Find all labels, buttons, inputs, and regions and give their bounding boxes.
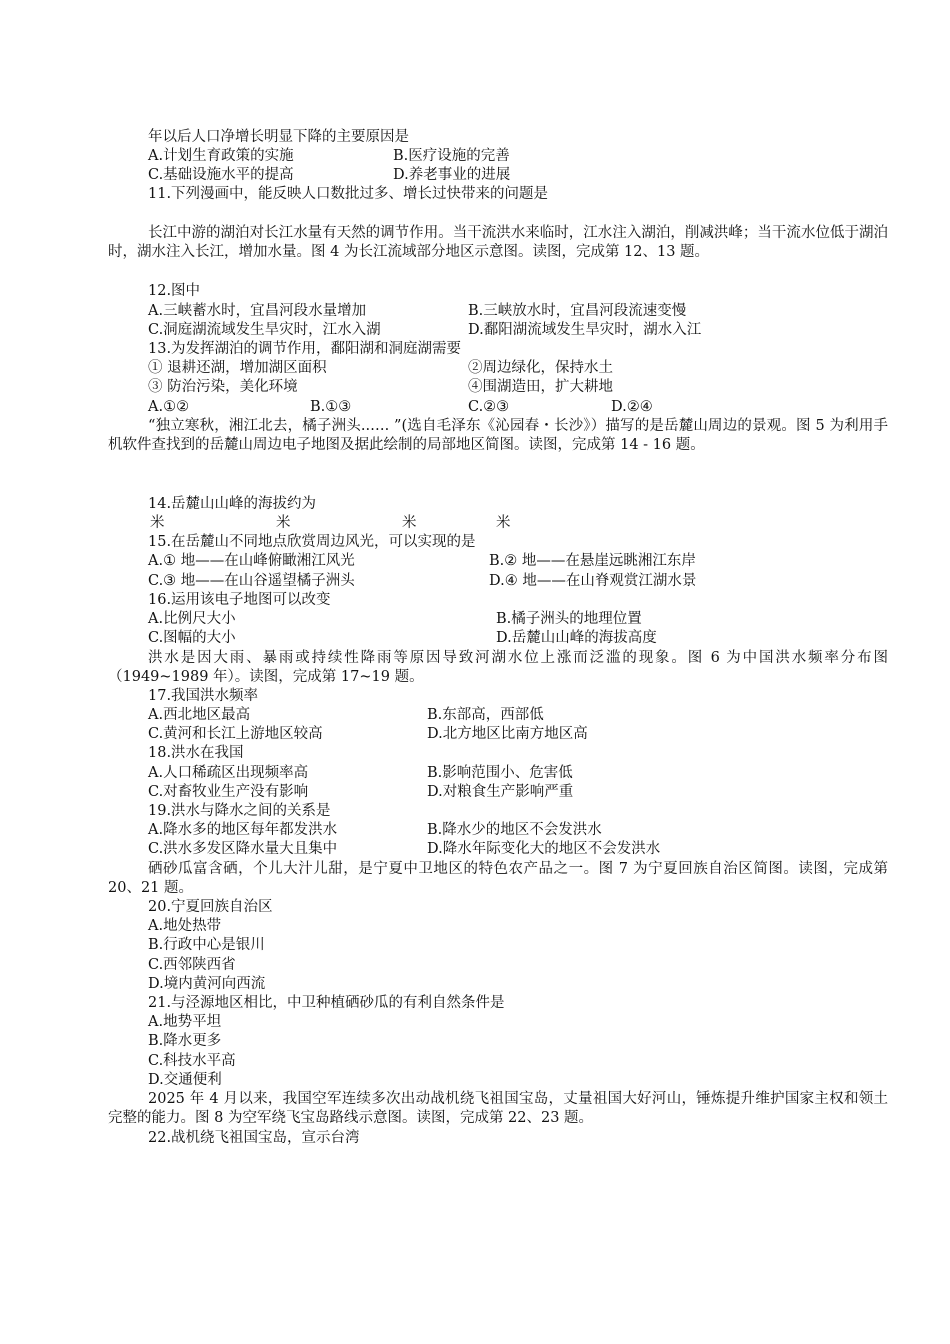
q21-stem: 21.与泾源地区相比，中卫种植硒砂瓜的有利自然条件是 — [148, 995, 505, 1011]
q16-option-b: B.橘子洲头的地理位置 — [496, 611, 642, 627]
q13-option-a: A.①② — [148, 399, 190, 415]
q20-stem: 20.宁夏回族自治区 — [148, 899, 273, 915]
passage-12-13: 长江中游的湖泊对长江水量有天然的调节作用。当干流洪水来临时，江水注入湖泊，削减洪峰；当干流水位低于湖泊时，湖水注入长江，增加水量。图 4 为长江流域部分地区示意图。读图，完成第 12、13 题。 — [108, 225, 888, 260]
q11-stem: 11.下列漫画中，能反映人口数批过多、增长过快带来的问题是 — [148, 186, 549, 202]
q15-stem: 15.在岳麓山不同地点欣赏周边风光，可以实现的是 — [148, 534, 476, 550]
q13-item-1: ① 退耕还湖，增加湖区面积 — [148, 360, 327, 376]
q16-option-a: A.比例尺大小 — [148, 611, 236, 627]
q18-option-c: C.对畜牧业生产没有影响 — [148, 784, 309, 800]
q13-option-d: D.②④ — [611, 399, 653, 415]
q10-option-b: B.医疗设施的完善 — [393, 148, 510, 164]
q14-option-c: 米 — [402, 515, 417, 531]
q19-option-a: A.降水多的地区每年都发洪水 — [148, 822, 338, 838]
q19-option-b: B.降水少的地区不会发洪水 — [427, 822, 602, 838]
q21-option-b: B.降水更多 — [148, 1033, 222, 1049]
q19-option-c: C.洪水多发区降水量大且集中 — [148, 841, 338, 857]
q21-option-a: A.地势平坦 — [148, 1014, 222, 1030]
q12-option-a: A.三峡蓄水时，宜昌河段水量增加 — [148, 303, 367, 319]
q13-stem: 13.为发挥湖泊的调节作用，鄱阳湖和洞庭湖需要 — [148, 341, 462, 357]
q12-stem: 12.图中 — [148, 283, 201, 299]
q13-item-4: ④围湖造田，扩大耕地 — [468, 379, 613, 395]
q15-option-c: C.③ 地——在山谷遥望橘子洲头 — [148, 573, 355, 589]
q21-option-d: D.交通便利 — [148, 1072, 222, 1088]
q16-option-c: C.图幅的大小 — [148, 630, 236, 646]
q13-item-2: ②周边绿化，保持水土 — [468, 360, 613, 376]
q18-option-d: D.对粮食生产影响严重 — [427, 784, 574, 800]
q14-stem: 14.岳麓山山峰的海拔约为 — [148, 496, 317, 512]
q20-option-d: D.境内黄河向西流 — [148, 976, 266, 992]
q18-stem: 18.洪水在我国 — [148, 745, 244, 761]
q15-option-a: A.① 地——在山峰俯瞰湘江风光 — [148, 553, 355, 569]
q13-item-3: ③ 防治污染，美化环境 — [148, 379, 298, 395]
q13-option-c: C.②③ — [468, 399, 510, 415]
q12-option-b: B.三峡放水时，宜昌河段流速变慢 — [468, 303, 687, 319]
q18-option-b: B.影响范围小、危害低 — [427, 765, 573, 781]
q20-option-b: B.行政中心是银川 — [148, 937, 265, 953]
q10-option-c: C.基础设施水平的提高 — [148, 167, 294, 183]
q16-option-d: D.岳麓山山峰的海拔高度 — [496, 630, 657, 646]
q15-option-b: B.② 地——在悬崖远眺湘江东岸 — [489, 553, 696, 569]
q17-option-d: D.北方地区比南方地区高 — [427, 726, 588, 742]
q14-option-b: 米 — [276, 515, 291, 531]
q12-option-d: D.鄱阳湖流域发生旱灾时，湖水入江 — [468, 322, 702, 338]
passage-14-16: “独立寒秋，湘江北去，橘子洲头..…. ”(选自毛泽东《沁园春・长沙》）描写的是岳麓山周边的景观。图 5 为利用手机软件查找到的岳麓山周边电子地图及据此绘制的局部地区简图。读图，完成第 14 - 16 题。 — [108, 418, 888, 453]
q17-option-b: B.东部高，西部低 — [427, 707, 544, 723]
q17-option-c: C.黄河和长江上游地区较高 — [148, 726, 323, 742]
passage-17-19: 洪水是因大雨、暴雨或持续性降雨等原因导致河湖水位上涨而泛滥的现象。图 6 为中国洪水频率分布图（1949~1989 年）。读图，完成第 17~19 题。 — [108, 650, 888, 685]
q14-option-a: 米 — [150, 515, 165, 531]
q10-option-d: D.养老事业的进展 — [393, 167, 511, 183]
passage-20-21: 硒砂瓜富含硒，个儿大汁儿甜，是宁夏中卫地区的特色农产品之一。图 7 为宁夏回族自治区简图。读图，完成第 20、21 题。 — [108, 861, 888, 896]
q18-option-a: A.人口稀疏区出现频率高 — [148, 765, 309, 781]
q13-option-b: B.①③ — [310, 399, 352, 415]
q22-stem: 22.战机绕飞祖国宝岛，宣示台湾 — [148, 1130, 360, 1146]
q19-stem: 19.洪水与降水之间的关系是 — [148, 803, 331, 819]
q17-stem: 17.我国洪水频率 — [148, 688, 259, 704]
q16-stem: 16.运用该电子地图可以改变 — [148, 592, 331, 608]
passage-22-23: 2025 年 4 月以来，我国空军连续多次出动战机绕飞祖国宝岛，丈量祖国大好河山，锤炼提升维护国家主权和领土完整的能力。图 8 为空军绕飞宝岛路线示意图。读图，完成第 22、23 题。 — [108, 1091, 888, 1126]
q21-option-c: C.科技水平高 — [148, 1053, 236, 1069]
q17-option-a: A.西北地区最高 — [148, 707, 251, 723]
q14-option-d: 米 — [496, 515, 511, 531]
q10-option-a: A.计划生育政策的实施 — [148, 148, 294, 164]
q19-option-d: D.降水年际变化大的地区不会发洪水 — [427, 841, 661, 857]
q20-option-a: A.地处热带 — [148, 918, 222, 934]
q10-stem: 年以后人口净增长明显下降的主要原因是 — [148, 129, 409, 145]
q15-option-d: D.④ 地——在山脊观赏江湖水景 — [489, 573, 697, 589]
q12-option-c: C.洞庭湖流域发生旱灾时，江水入湖 — [148, 322, 381, 338]
q20-option-c: C.西邻陕西省 — [148, 957, 236, 973]
